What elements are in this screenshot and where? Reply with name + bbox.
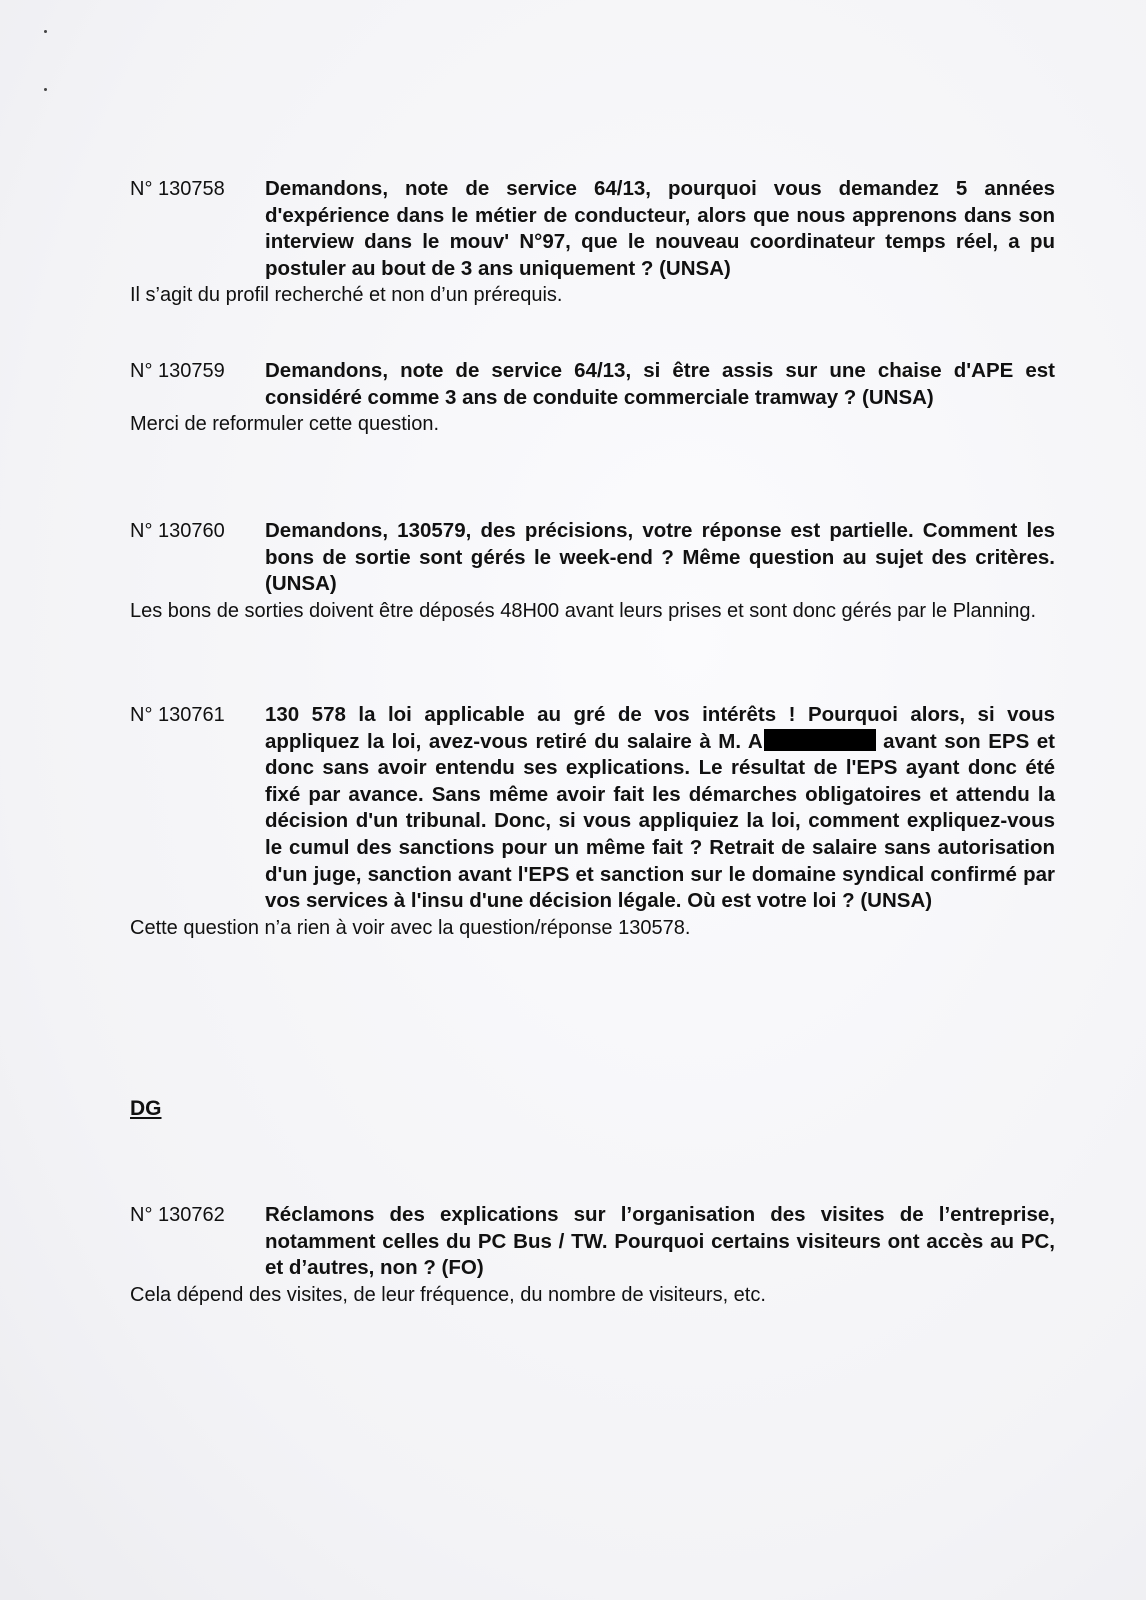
entry-question: Demandons, 130579, des précisions, votre réponse est partielle. Comment les bons de sortie sont gérés le week-end ? Même question au sujet des critères. (UNSA)	[265, 519, 1055, 596]
entry-130760	[130, 518, 1055, 624]
entry-number: N° 130758	[130, 178, 225, 200]
entry-number: N° 130759	[130, 360, 225, 382]
entry-number: N° 130760	[130, 520, 225, 542]
entry-130759	[130, 358, 1055, 438]
question-text-end: avant son EPS et donc sans avoir entendu ses explications. Le résultat de l'EPS ayant donc été fixé par avance. Sans même avoir fait les démarches obligatoires et attendu la décision d'un tribunal. Donc, si vous appliquiez la loi, comment expliquez-vous le cumul des sanctions pour un même fait ? Retrait de salaire sans autorisation d'un juge, sanction avant l'EPS et sanction sur le domaine syndical confirmé par vos services à l'insu d'une décision légale. Où est votre loi ? (UNSA)	[265, 729, 1056, 913]
entry-answer: Cela dépend des visites, de leur fréquence, du nombre de visiteurs, etc.	[130, 1283, 766, 1306]
entry-number: N° 130762	[130, 1204, 225, 1226]
entry-130762	[130, 1202, 1055, 1308]
entry-number: N° 130761	[130, 704, 225, 726]
section-heading-dg: DG	[130, 1097, 162, 1120]
scan-speck	[44, 30, 47, 33]
entry-answer: Merci de reformuler cette question.	[130, 413, 440, 436]
entry-question: Demandons, note de service 64/13, pourquoi vous demandez 5 années d'expérience dans le métier de conducteur, alors que nous apprenons dans son interview dans le mouv' N°97, que le nouveau coordinateur temps réel, a pu postuler au bout de 3 ans uniquement ? (UNSA)	[265, 177, 1055, 280]
entry-question	[265, 702, 1055, 915]
entry-question: Réclamons des explications sur l’organisation des visites de l’entreprise, notamment celles du PC Bus / TW. Pourquoi certains visiteurs ont accès au PC, et d’autres, non ? (FO)	[265, 1203, 1055, 1280]
question-text-start: 130 578 la loi applicable au gré de vos intérêts ! Pourquoi alors, si vous appliquez la loi, avez-vous retiré du salaire à M. A	[265, 703, 1055, 753]
redaction-bar	[764, 729, 876, 751]
entry-answer: Cette question n’a rien à voir avec la question/réponse 130578.	[130, 916, 691, 939]
entry-130758	[130, 176, 1055, 309]
entry-answer: Les bons de sorties doivent être déposés 48H00 avant leurs prises et sont donc gérés par le Planning.	[130, 599, 1037, 622]
entry-130761	[130, 702, 1055, 941]
entry-answer: Il s’agit du profil recherché et non d’un prérequis.	[130, 284, 563, 307]
entry-question: Demandons, note de service 64/13, si être assis sur une chaise d'APE est considéré comme 3 ans de conduite commerciale tramway ? (UNSA)	[265, 359, 1055, 409]
scan-speck	[44, 88, 47, 91]
